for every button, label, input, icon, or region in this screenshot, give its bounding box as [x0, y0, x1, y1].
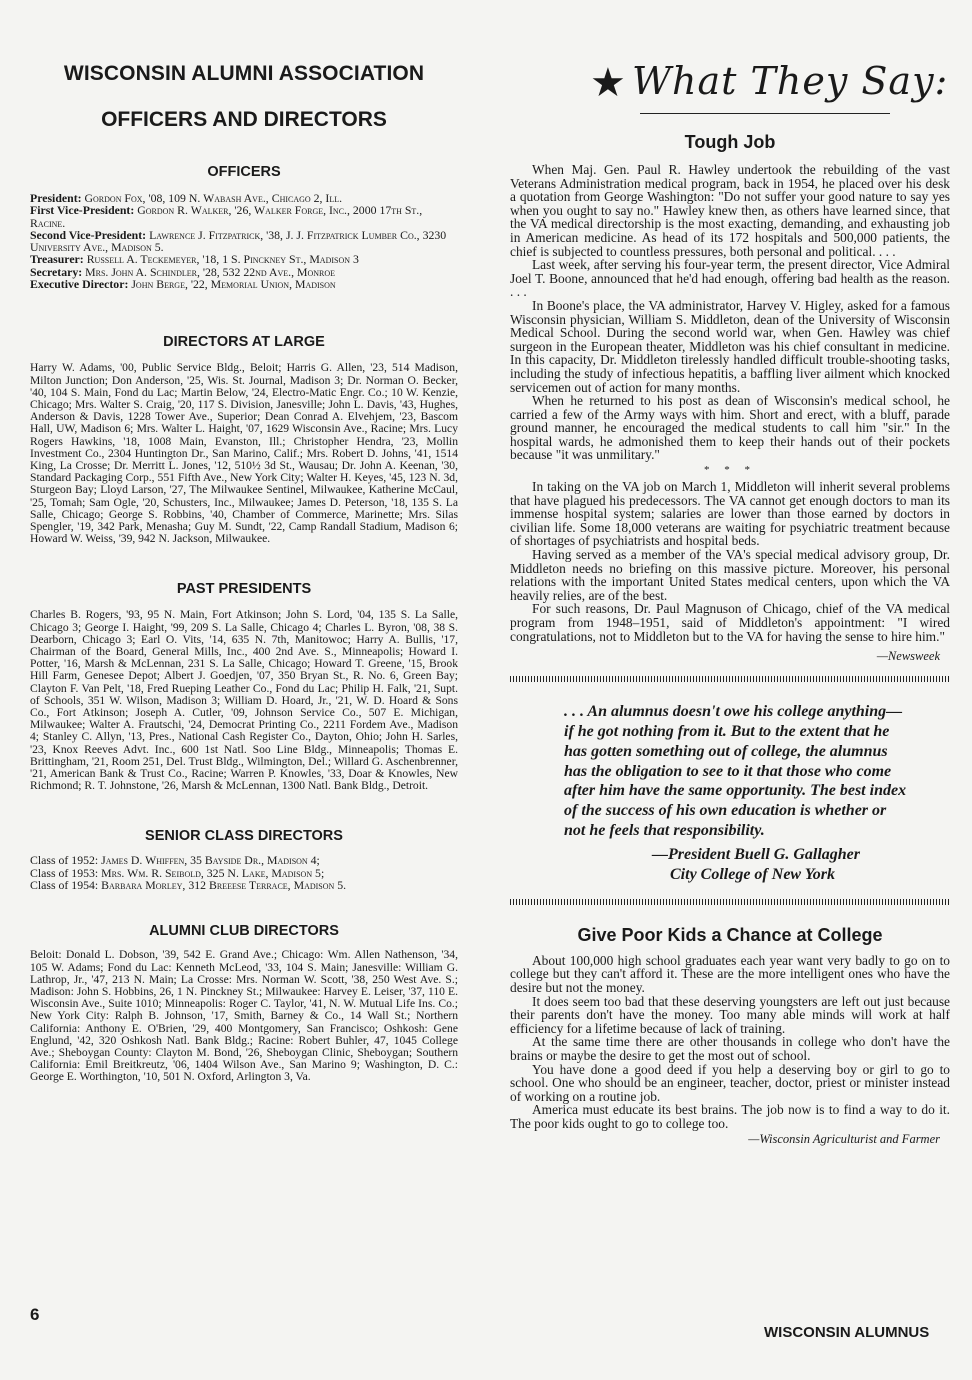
- farmer-attribution: —Wisconsin Agriculturist and Farmer: [748, 1132, 940, 1147]
- alumni-club-heading: ALUMNI CLUB DIRECTORS: [149, 923, 339, 940]
- past-presidents-heading: PAST PRESIDENTS: [176, 581, 312, 598]
- officers-heading: OFFICERS: [207, 164, 281, 180]
- what-they-say-title: What They Say:: [632, 59, 949, 103]
- newsweek-attribution: —Newsweek: [876, 649, 940, 664]
- senior-class-heading: SENIOR CLASS DIRECTORS: [145, 828, 343, 845]
- quote-affiliation: City College of New York: [670, 865, 836, 883]
- officer-line: Treasurer: Russell A. Teckemeyer, '18, 1 S. Pinckney St., Madison 3: [30, 252, 359, 267]
- past-presidents-list: Charles B. Rogers, '93, 95 N. Main, Fort Atkinson; John S. Lord, '04, 135 S. La Salle, Chicago 3; George I. Haight, '99, 209 S. La Salle, Chicago 4; Charles L. Byron, '08, 38 S. Dearborn, Chicago 3; Earl O. Vits, '14, 635 N. 7th, Manitowoc; Harry A. Bullis, '17, Chairman of the Board, General Mills, Inc., 400 2nd Ave. S., Minneapolis; Howard I. Potter, '16, Marsh & McLennan, 231 S. La Salle, Chicago; Howard T. Greene, '15, Brook Hill Farm, Genesee Depot; Albert J. Goedjen, '07, 350 Bryan St., R. No. 6, Green Bay; Clayton F. Van Pelt, '18, Fred Rueping Leather Co., Fond du Lac; Philip H. Falk, '21, Supt. of Schools, 351 W. Wilson, Madison 3; William D. Hoard, Jr., '21, W. D. Hoard & Sons Co., Fort Atkinson; Joseph A. Cutler, '09, Johnson Service Co., 507 E. Michigan, Milwaukee; Walter A. Frautschi, '24, Democrat Printing Co., 2211 Fordem Ave., Madison 4; Stanley C. Allyn, '13, Pres., National Cash Register Co., Dayton, Ohio; John H. Sarles, '23, Knox Reeves Advt. Inc., 600 1st Natl. Soo Line Bldg., Minneapolis; Thomas E. Brittingham, '21, Room 251, Del. Trust Bldg., Wilmington, Del.; Willard G. Aschenbrenner, '21, American Bank & Trust Co., Racine; Warren P. Knowles, '33, Doar & Knowles, New Richmond; R. T. Johnstone, '26, Marsh & McLennan, 1300 Natl. Bank Bldg., Detroit.: [30, 608, 458, 793]
- officer-line: Second Vice-President: Lawrence J. Fitzpatrick, '38, J. J. Fitzpatrick Lumber Co., 3230 University Ave., Madison 5.: [30, 227, 447, 255]
- page-title: OFFICERS AND DIRECTORS: [101, 108, 387, 131]
- section-separator: * * *: [704, 464, 756, 477]
- page-number: 6: [30, 1305, 40, 1324]
- article-paragraph: When he returned to his post as dean of Wisconsin's medical school, he carried a few of the Army ways with him. Short and erect, with a bluff, parade ground manner, he encouraged the medical students to call him "sir." In the hospital wards, he admonished them to keep their hands out of their pockets because "it was unmilitary.": [510, 393, 950, 463]
- star-icon: ★: [590, 60, 626, 105]
- article-paragraph: When Maj. Gen. Paul R. Hawley undertook the rebuilding of the vast Veterans Administration medical program, back in 1954, he placed over his desk a quotation from George Washington: "Do not suffer your good nature to say yes when you ought to say no." Hawley knew then, as others have learned since, that the VA medical directorship is the most exacting, demanding, and exhausting job in American medicine. As head of its 172 hospitals and 500,000 patients, the chief is subjected to countless pressures, both personal and political. . . .: [510, 162, 950, 259]
- article-paragraph: America must educate its best brains. The job now is to find a way to do it. The poor kids ought to go to college too.: [510, 1102, 950, 1131]
- officer-line: Executive Director: John Berge, '22, Memorial Union, Madison: [30, 277, 336, 292]
- article-paragraph: In taking on the VA job on March 1, Middleton will inherit several problems that have plagued his predecessors. The VA cannot get enough doctors to man its immense hospital system; salaries are lower than those earned by doctors in civilian life. Some 18,000 veterans are waiting for psychiatric treatment because of shortages of psychiatrists and hospital beds.: [510, 479, 950, 549]
- article-paragraph: Last week, after serving his four-year term, the present director, Vice Admiral Joel T. Boone, announced that he'd had enough, offering bad health as the reason. . . .: [510, 257, 950, 300]
- dotted-rule: [510, 899, 950, 905]
- article-paragraph: At the same time there are other thousands in college who don't have the brains or maybe the desire to get the most out of school.: [510, 1034, 950, 1063]
- senior-class-line: Class of 1952: James D. Whiffen, 35 Bayside Dr., Madison 4;: [30, 853, 320, 868]
- gallagher-quote: [510, 702, 950, 885]
- quote-text: . . . An alumnus doesn't owe his college anything—if he got nothing from it. But to the extent that he has gotten something out of college, the alumnus has the obligation to see to it that those who come after him have the same opportunity. The best index of the success of his own education is whether or not he feels that responsibility.: [564, 703, 907, 839]
- officers-directors-column: [30, 52, 458, 1084]
- article-paragraph: In Boone's place, the VA administrator, Harvey V. Higley, asked for a famous Wisconsin physician, William S. Middleton, dean of the University of Wisconsin Medical School. During the second world war, when Gen. Hawley was chief surgeon in the European theater, Middleton was his chief consultant in medicine. In this capacity, Dr. Middleton tirelessly handled difficult trouble-shooting tasks, including the study of infectious hepatitis, a baffling liver ailment which knocked servicemen out of action for many months.: [510, 297, 950, 395]
- what-they-say-column: [510, 52, 950, 1147]
- article-paragraph: It does seem too bad that these deserving youngsters are left out just because their parents don't have the money. Too many able minds will work at half efficiency for a lifetime because of lack of training.: [510, 993, 950, 1036]
- dotted-rule: [510, 676, 950, 682]
- tough-job-title: Tough Job: [684, 132, 776, 152]
- directors-at-large-list: Harry W. Adams, '00, Public Service Bldg., Beloit; Harris G. Allen, '23, 514 Madison, Milton Junction; Don Anderson, '25, Wis. St. Journal, Madison 3; Dr. Norman O. Becker, '40, 104 S. Main, Fond du Lac; Martin Below, '24, Electro-Matic Engr. Co.; 10 W. Kenzie, Chicago; Mrs. Walter S. Craig, '20, 117 S. Division, Janesville; John L. Davis, '43, Hughes, Anderson & Davis, 1228 Tower Ave., Superior; Dean Conrad A. Elvehjem, '23, Bascom Hall, UW, Madison 6; Mrs. Walter L. Haight, '07, 1629 Wisconsin Ave., Racine; Mrs. Lucy Rogers Hawkins, '18, 1008 Main, Evanston, Ill.; Christopher Hendra, '23, Mollin Investment Co., 2304 Huntington Dr., San Marino, Calif.; Mrs. Robert D. Johns, '41, 1514 King, La Crosse; Dr. Merritt L. Jones, '12, 510½ 3d St., Wausau; Dr. John A. Keenan, '30, Standard Packaging Corp., 551 Fifth Ave., New York City; Walter H. Keyes, '45, 123 N. 3d, Sturgeon Bay; Lloyd Larson, '27, The Milwaukee Sentinel, Milwaukee, Katherine McCaul, '25, Tomah; Sam Ogle, '20, Schusters, Inc., Milwaukee; James D. Peterson, '18, 135 S. La Salle, Chicago; George S. Robbins, '40, Chamber of Commerce, Marinette; Mrs. Silas Spengler, '19, 342 Park, Menasha; Guy M. Sundt, '22, Camp Randall Stadium, Madison 6; Howard W. Weiss, '39, 942 N. Jackson, Milwaukee.: [30, 361, 458, 546]
- article-paragraph: Having served as a member of the VA's special medical advisory group, Dr. Middleton needs no briefing on this massive picture. Moreover, his personal relations with the important United States medical centers, upon which the VA heavily relies, are of the best.: [510, 547, 950, 603]
- directors-at-large-heading: DIRECTORS AT LARGE: [163, 334, 325, 351]
- alumni-club-list: Beloit: Donald L. Dobson, '39, 542 E. Grand Ave.; Chicago: Wm. Allen Nathenson, '34, 105 W. Adams; Fond du Lac: Kenneth McLeod, '33, 104 S. Main; Janesville: William G. Lathrop, Jr., '47, 213 N. Main; La Crosse: Mrs. Norman W. Scott, '38, 250 West Ave. S.; Madison: John S. Hobbins, 26, 1 N. Pinckney St.; Milwaukee: Harvey E. Leiser, '37, 110 E. Wisconsin Ave., Suite 1010; Minneapolis: Roger C. Taylor, '41, N. W. Mutual Life Ins. Co.; New York City: Ralph B. Johnson, '17, Smith, Barney & Co., 14 Wall St.; Northern California: Anthony E. O'Brien, '29, 400 Montgomery, San Francisco; Oshkosh: Gene Englund, '42, 320 Oshkosh Natl. Bank Bldg.; Racine: Robert Buhler, 47, 1045 College Ave.; Sheboygan County: Clayton M. Bond, '26, Sheboygan Clinic, Sheboygan; Southern California: Emil Breitkreutz, '06, 1404 Wilson Ave., San Marino 9; Washington, D. C.: George E. Worthington, '10, 501 N. Oxford, Arlington 3, Va.: [30, 948, 458, 1084]
- senior-class-line: Class of 1954: Barbara Morley, 312 Breeese Terrace, Madison 5.: [30, 878, 347, 893]
- article-paragraph: For such reasons, Dr. Paul Magnuson of Chicago, chief of the VA medical program from 1948–1951, said of Middleton's appointment: "I wired congratulations, not to Middleton but to the VA for having the sense to hire him.": [510, 601, 950, 644]
- article-paragraph: You have done a good deed if you help a deserving boy or girl to go to school. One who should be an engineer, teacher, doctor, priest or minister instead of working on a routine job.: [510, 1061, 950, 1104]
- magazine-footer: WISCONSIN ALUMNUS: [764, 1324, 930, 1341]
- tough-job-article: [510, 163, 950, 664]
- article-paragraph: About 100,000 high school graduates each year want very badly to go on to college but they can't afford it. These are the more intelligent ones who have the desire but not the money.: [510, 952, 950, 995]
- poor-kids-title: Give Poor Kids a Chance at College: [577, 924, 883, 945]
- officer-line: President: Gordon Fox, '08, 109 N. Wabash Ave., Chicago 2, Ill.: [30, 191, 343, 205]
- officers-list: [30, 192, 458, 290]
- poor-kids-article: [510, 954, 950, 1148]
- association-heading: WISCONSIN ALUMNI ASSOCIATION: [63, 62, 425, 85]
- quote-author: —President Buell G. Gallagher: [652, 845, 861, 863]
- senior-class-list: [30, 854, 458, 891]
- officer-line: First Vice-President: Gordon R. Walker, '26, Walker Forge, Inc., 2000 17th St., Racine.: [30, 203, 423, 230]
- officer-line: Secretary: Mrs. John A. Schindler, '28, 532 22nd Ave., Monroe: [30, 264, 336, 279]
- senior-class-line: Class of 1953: Mrs. Wm. R. Seibold, 325 N. Lake, Madison 5;: [30, 865, 325, 880]
